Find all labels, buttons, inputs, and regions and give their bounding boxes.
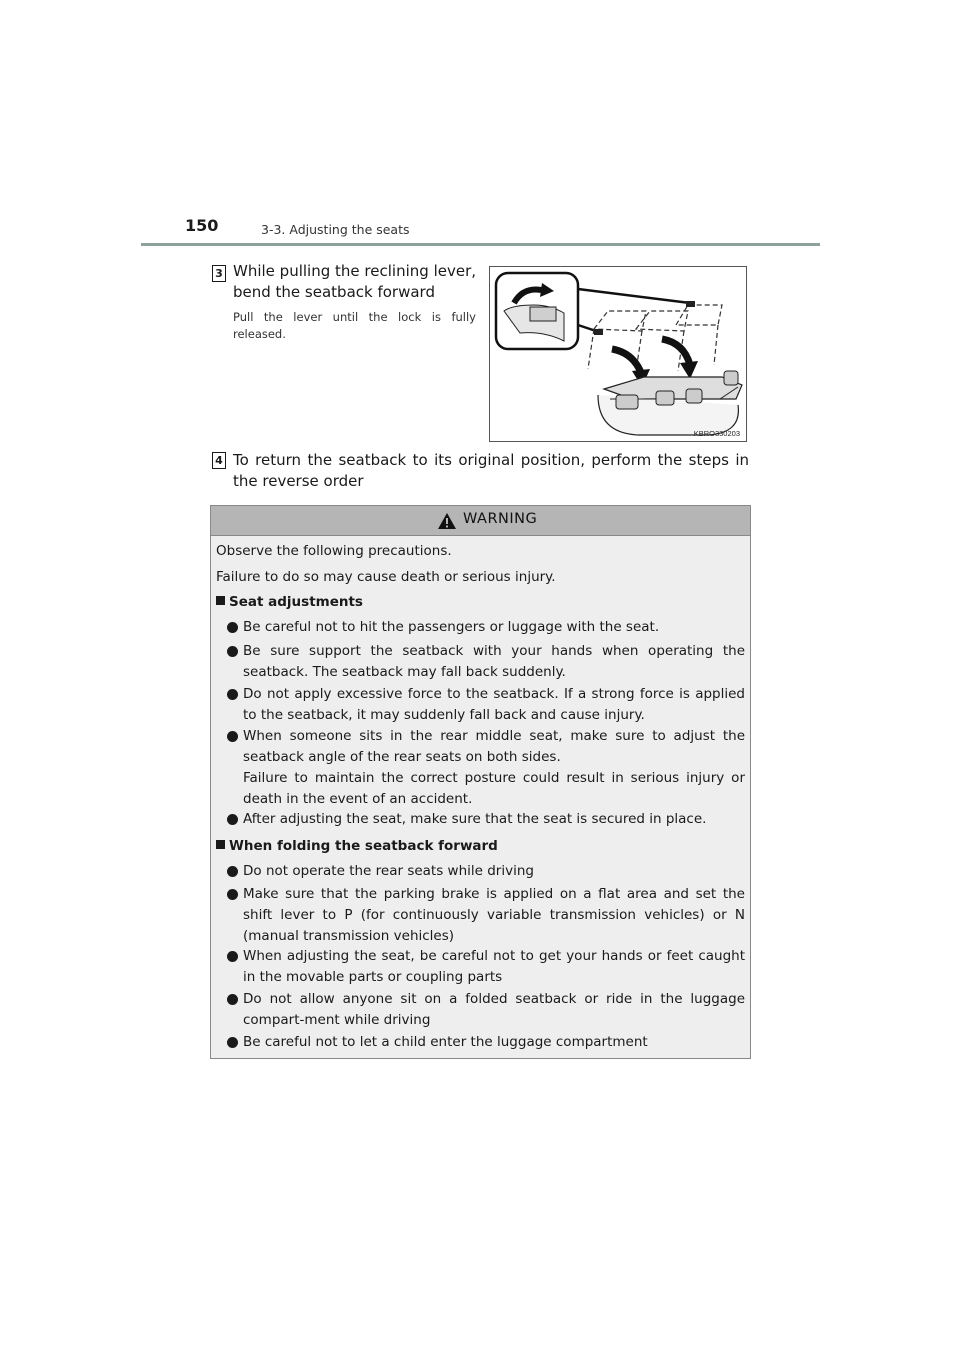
header-rule (141, 243, 820, 246)
step-4-text: To return the seatback to its original position, perform the steps in the reverse order (233, 451, 749, 490)
warning-list-item (227, 617, 745, 638)
warning-title: WARNING (463, 511, 538, 527)
bullet-icon (227, 731, 238, 742)
item-text: Do not operate the rear seats while driving (243, 863, 534, 879)
warning-intro-1: Observe the following precautions. (216, 543, 452, 559)
square-bullet-icon (216, 596, 225, 605)
warning-list-item (227, 1032, 745, 1053)
warning-list-item (227, 884, 745, 947)
item-text: Do not allow anyone sit on a folded seatback or ride in the luggage compart-ment while driving (243, 991, 745, 1028)
seat-fold-illustration (489, 266, 747, 442)
section-heading-text: When folding the seatback forward (229, 838, 498, 854)
warning-list-item (227, 989, 745, 1031)
warning-intro-2: Failure to do so may cause death or serious injury. (216, 569, 556, 585)
warning-header (211, 506, 750, 536)
square-bullet-icon (216, 840, 225, 849)
bullet-icon (227, 1037, 238, 1048)
figure-code: KBRO330203 (693, 429, 740, 438)
bullet-icon (227, 814, 238, 825)
page-number: 150 (185, 216, 219, 235)
step-3-text: While pulling the reclining lever, bend the seatback forward (233, 262, 476, 301)
warning-box (210, 505, 751, 1059)
warning-list-item (227, 809, 745, 830)
step-3-badge: 3 (212, 265, 226, 282)
bullet-icon (227, 866, 238, 877)
bullet-icon (227, 889, 238, 900)
bullet-icon (227, 994, 238, 1005)
item-text: Be sure support the seatback with your hands when operating the seatback. The seatback may fall back suddenly. (243, 643, 745, 680)
warning-triangle-icon (437, 512, 457, 530)
bullet-icon (227, 689, 238, 700)
warning-list-item (227, 861, 745, 882)
step-3-note: Pull the lever until the lock is fully released. (233, 310, 476, 341)
bullet-icon (227, 622, 238, 633)
bullet-icon (227, 646, 238, 657)
item-text: When someone sits in the rear middle seat, make sure to adjust the seatback angle of the rear seats on both sides. (243, 728, 745, 765)
bullet-icon (227, 951, 238, 962)
warning-section-heading (216, 838, 498, 854)
section-heading-text: Seat adjustments (229, 594, 363, 610)
warning-section-heading (216, 594, 363, 610)
item-text: Do not apply excessive force to the seatback. If a strong force is applied to the seatback, it may suddenly fall back and cause injury. (243, 686, 745, 723)
item-text: Be careful not to let a child enter the luggage compartment (243, 1034, 648, 1050)
warning-list-item (227, 726, 745, 810)
warning-list-item (227, 946, 745, 988)
item-text: Be careful not to hit the passengers or luggage with the seat. (243, 619, 660, 635)
warning-list-item (227, 641, 745, 683)
item-text: Make sure that the parking brake is applied on a flat area and set the shift lever to P (for continuously variable transmission vehicles) or N (manual transmission vehicles) (243, 886, 745, 944)
step-4-badge: 4 (212, 452, 226, 469)
item-text: When adjusting the seat, be careful not to get your hands or feet caught in the movable parts or coupling parts (243, 948, 745, 985)
item-text-continued: Failure to maintain the correct posture could result in serious injury or death in the event of an accident. (243, 770, 745, 807)
item-text: After adjusting the seat, make sure that the seat is secured in place. (243, 811, 707, 827)
seat-fold-drawing (490, 267, 746, 441)
warning-list-item (227, 684, 745, 726)
section-title: 3-3. Adjusting the seats (261, 222, 410, 237)
